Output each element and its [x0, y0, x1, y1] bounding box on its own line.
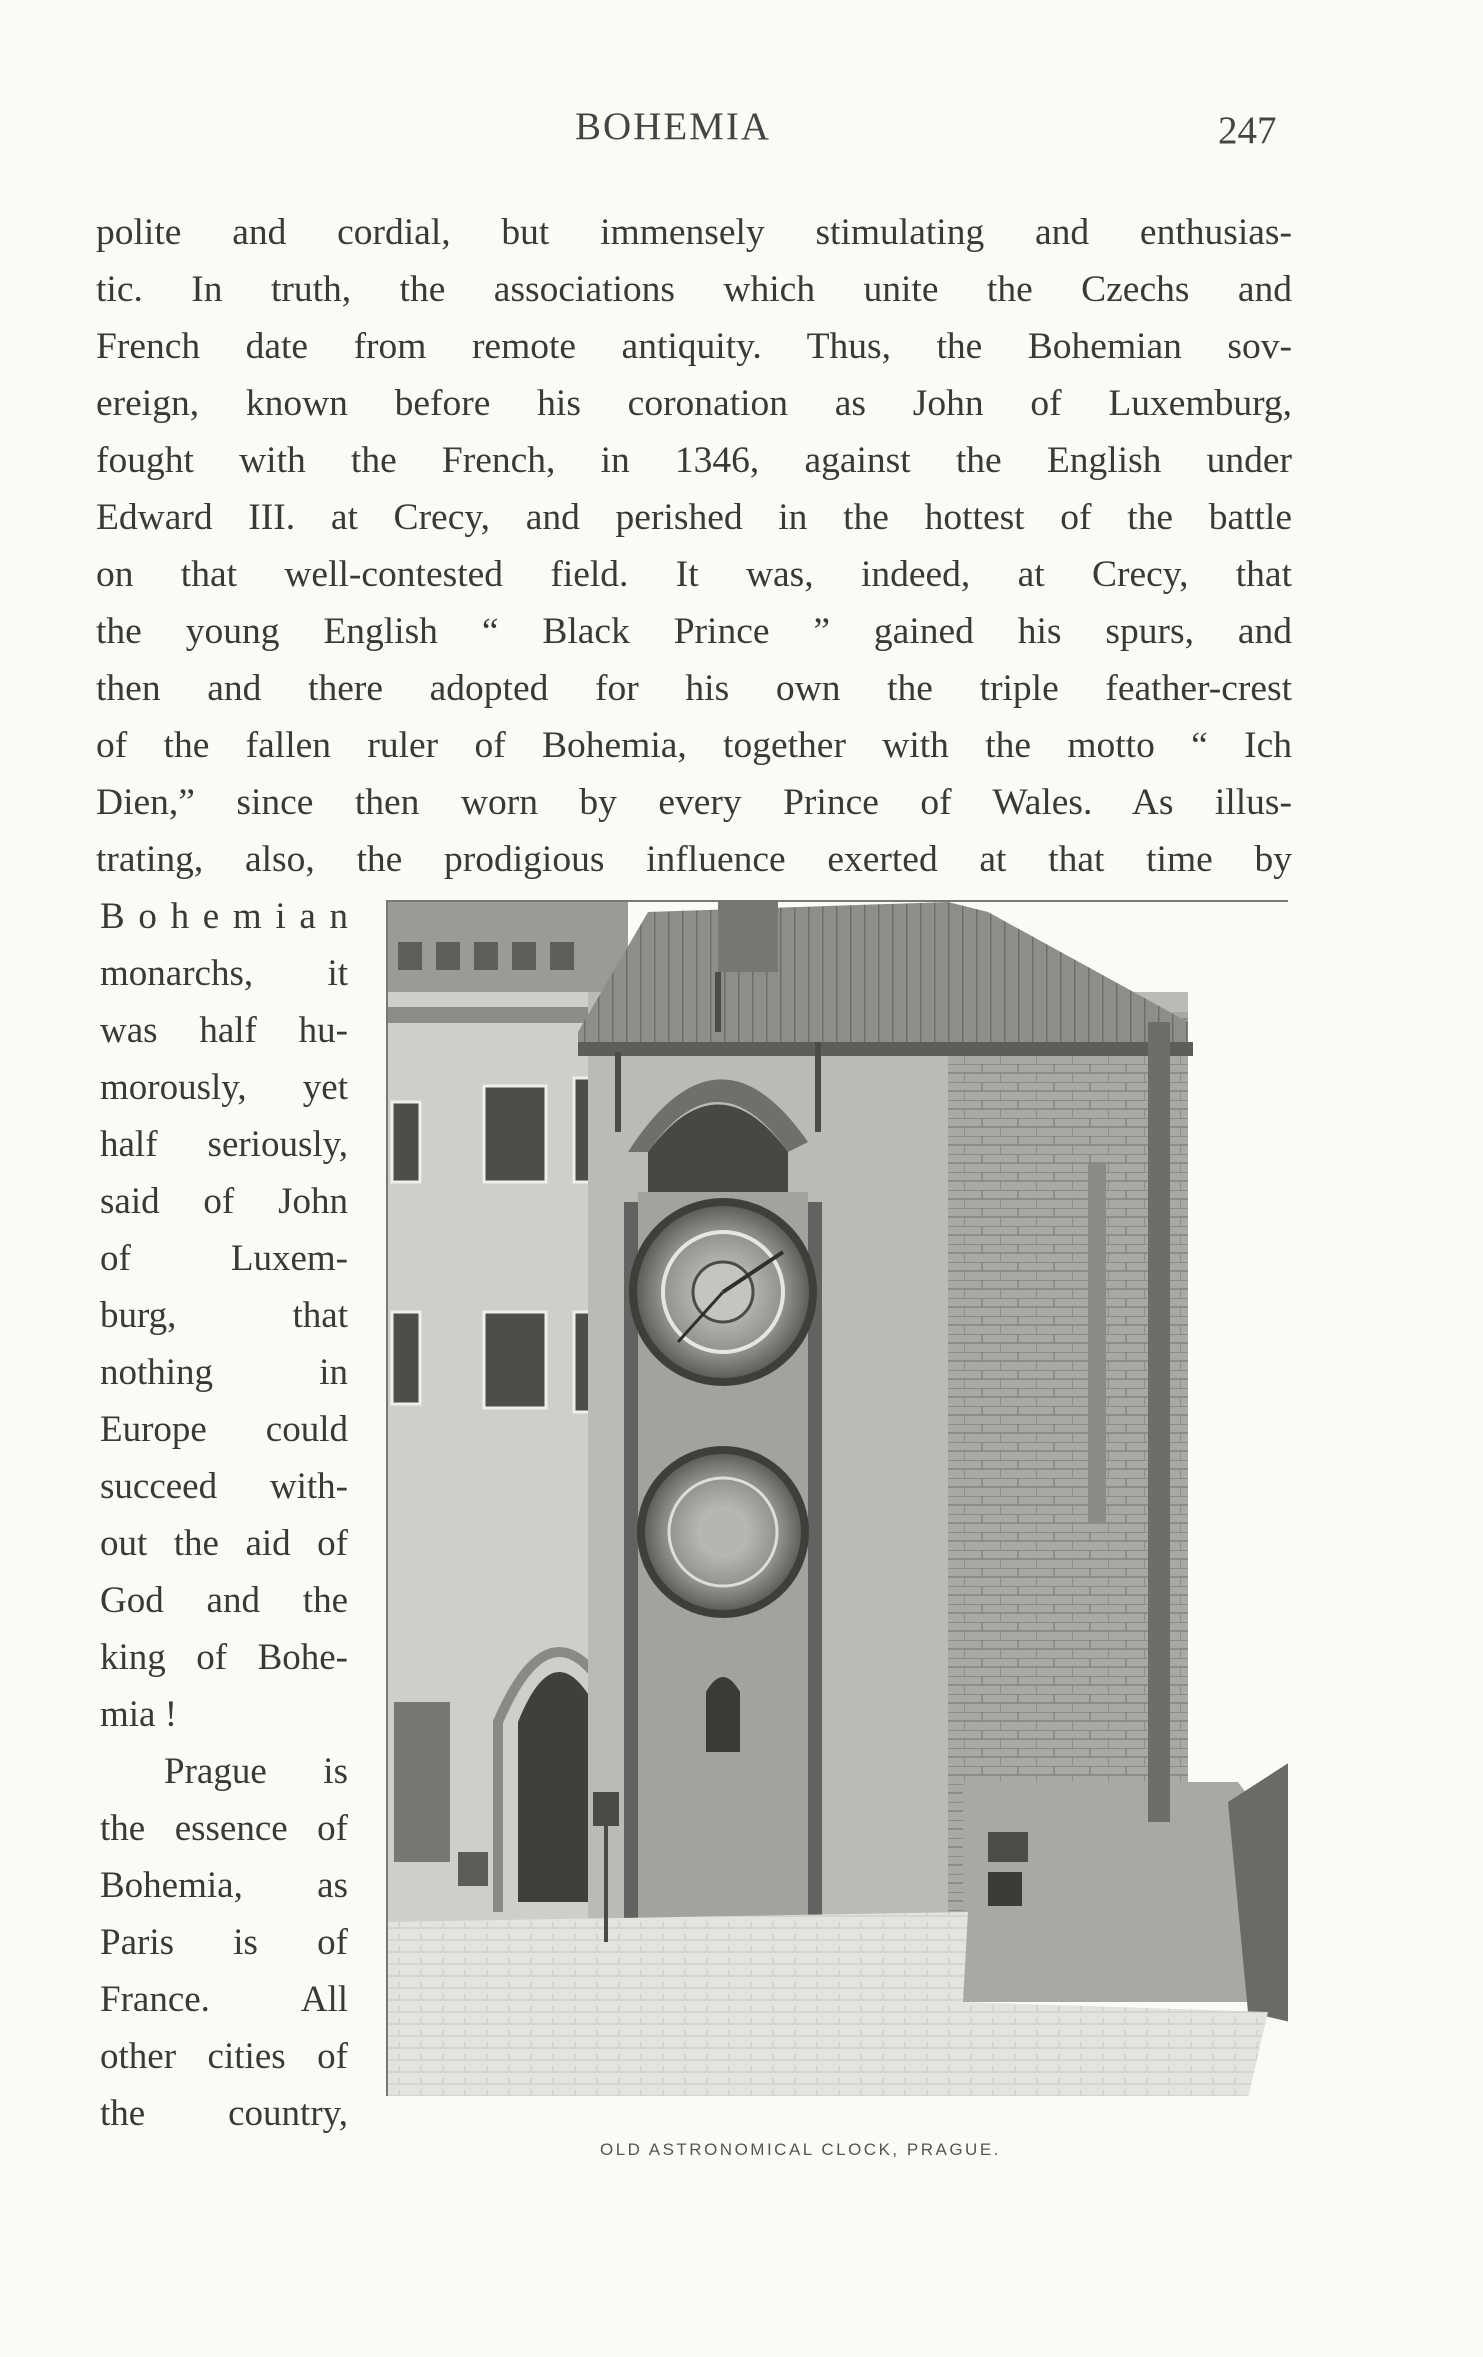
text-line: Europe could — [100, 1409, 348, 1450]
figure-caption: OLD ASTRONOMICAL CLOCK, PRAGUE. — [600, 2140, 1001, 2159]
text-line: half seriously, — [100, 1124, 348, 1165]
text-line: mia ! — [100, 1694, 178, 1735]
text-line: of the fallen ruler of Bohemia, together with the motto “ Ich — [96, 725, 1292, 766]
text-line: then and there adopted for his own the triple feather-crest — [96, 668, 1292, 709]
text-line: B o h e m i a n — [100, 896, 348, 937]
text-line: the young English “ Black Prince ” gained his spurs, and — [96, 611, 1292, 652]
text-line: polite and cordial, but immensely stimulating and enthusias- — [96, 212, 1292, 253]
text-line: king of Bohe- — [100, 1637, 348, 1678]
text-line: Bohemia, as — [100, 1865, 348, 1906]
page-number: 247 — [1218, 109, 1277, 152]
text-line: out the aid of — [100, 1523, 348, 1564]
text-line: of Luxem- — [100, 1238, 348, 1279]
text-line: ereign, known before his coronation as John of Luxemburg, — [96, 383, 1292, 424]
text-line: other cities of — [100, 2036, 348, 2077]
text-line: Edward III. at Crecy, and perished in the hottest of the battle — [96, 497, 1292, 538]
text-line: Prague is — [164, 1751, 348, 1792]
text-line: Paris is of — [100, 1922, 348, 1963]
text-line: God and the — [100, 1580, 348, 1621]
text-line: France. All — [100, 1979, 348, 2020]
text-line: the country, — [100, 2093, 348, 2134]
running-head: BOHEMIA — [575, 105, 771, 148]
text-line: on that well-contested field. It was, indeed, at Crecy, that — [96, 554, 1292, 595]
text-line: nothing in — [100, 1352, 348, 1393]
text-line: monarchs, it — [100, 953, 348, 994]
text-line: tic. In truth, the associations which unite the Czechs and — [96, 269, 1292, 310]
text-line: burg, that — [100, 1295, 348, 1336]
text-line: fought with the French, in 1346, against the English under — [96, 440, 1292, 481]
figure-photograph — [386, 900, 1288, 2096]
text-line: was half hu- — [100, 1010, 348, 1051]
text-line: succeed with- — [100, 1466, 348, 1507]
text-line: morously, yet — [100, 1067, 348, 1108]
text-line: the essence of — [100, 1808, 348, 1849]
text-line: trating, also, the prodigious influence exerted at that time by — [96, 839, 1292, 880]
text-line: said of John — [100, 1181, 348, 1222]
text-line: French date from remote antiquity. Thus, the Bohemian sov- — [96, 326, 1292, 367]
clock-tower-illustration — [388, 902, 1288, 2096]
text-line: Dien,” since then worn by every Prince of Wales. As illus- — [96, 782, 1292, 823]
